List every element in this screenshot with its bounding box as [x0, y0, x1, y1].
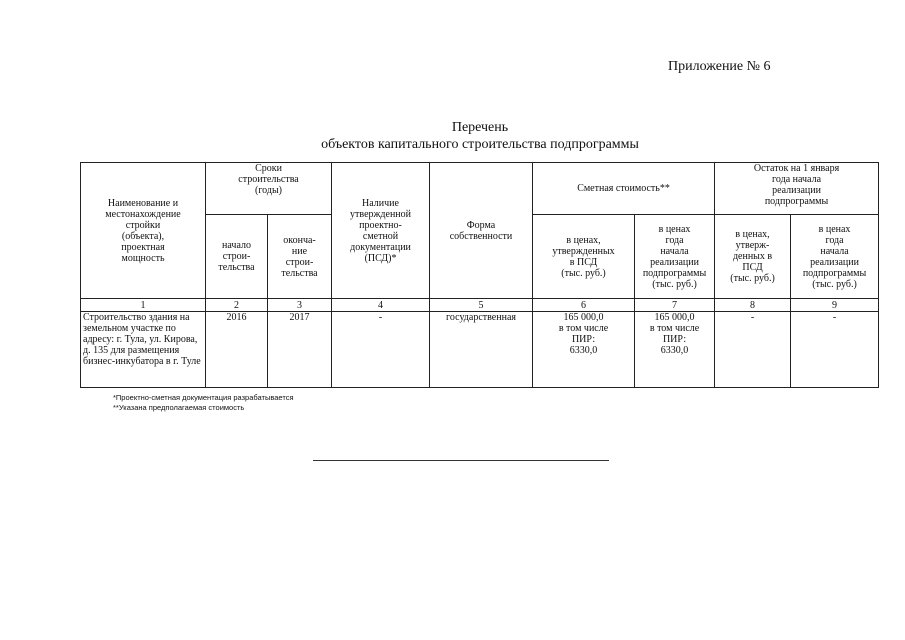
start-year-cell: 2016	[206, 312, 268, 388]
header-balance-psd: в ценах, утверж- денных в ПСД (тыс. руб.)	[715, 215, 791, 299]
capital-construction-table	[80, 162, 879, 388]
header-cost: Сметная стоимость**	[533, 163, 715, 215]
header-ownership: Форма собственности	[430, 163, 533, 299]
column-number: 3	[268, 299, 332, 312]
column-number: 1	[81, 299, 206, 312]
footnote-cost: **Указана предполагаемая стоимость	[113, 403, 245, 412]
column-number: 9	[791, 299, 879, 312]
header-name: Наименование и местонахождение стройки (объекта), проектная мощность	[81, 163, 206, 299]
column-number: 7	[635, 299, 715, 312]
column-number: 5	[430, 299, 533, 312]
ownership-cell: государственная	[430, 312, 533, 388]
column-number: 6	[533, 299, 635, 312]
column-number: 4	[332, 299, 430, 312]
psd-cell: -	[332, 312, 430, 388]
header-cost-psd: в ценах, утвержденных в ПСД (тыс. руб.)	[533, 215, 635, 299]
header-psd: Наличие утвержденной проектно- сметной документации (ПСД)*	[332, 163, 430, 299]
column-number-row	[81, 299, 879, 312]
header-balance: Остаток на 1 января года начала реализации подпрограммы	[715, 163, 879, 215]
column-number: 8	[715, 299, 791, 312]
object-name-cell: Строительство здания на земельном участке по адресу: г. Тула, ул. Кирова, д. 135 для размещения бизнес-инкубатора в г. Туле	[81, 312, 206, 388]
cost-psd-cell: 165 000,0 в том числе ПИР: 6330,0	[533, 312, 635, 388]
footnotes	[113, 393, 294, 413]
end-year-cell: 2017	[268, 312, 332, 388]
header-terms: Сроки строительства (годы)	[206, 163, 332, 215]
header-end: оконча- ние строи- тельства	[268, 215, 332, 299]
column-number: 2	[206, 299, 268, 312]
header-cost-start: в ценах года начала реализации подпрограммы (тыс. руб.)	[635, 215, 715, 299]
balance-start-cell: -	[791, 312, 879, 388]
header-balance-start: в ценах года начала реализации подпрограммы (тыс. руб.)	[791, 215, 879, 299]
cost-start-cell: 165 000,0 в том числе ПИР: 6330,0	[635, 312, 715, 388]
document-subtitle: объектов капитального строительства подпрограммы	[321, 137, 639, 152]
signature-line	[313, 460, 609, 461]
footnote-psd: *Проектно-сметная документация разрабатывается	[113, 393, 294, 402]
appendix-label: Приложение № 6	[668, 59, 771, 74]
header-start: начало строи- тельства	[206, 215, 268, 299]
document-title: Перечень	[451, 120, 509, 135]
balance-psd-cell: -	[715, 312, 791, 388]
table-row	[81, 312, 879, 388]
